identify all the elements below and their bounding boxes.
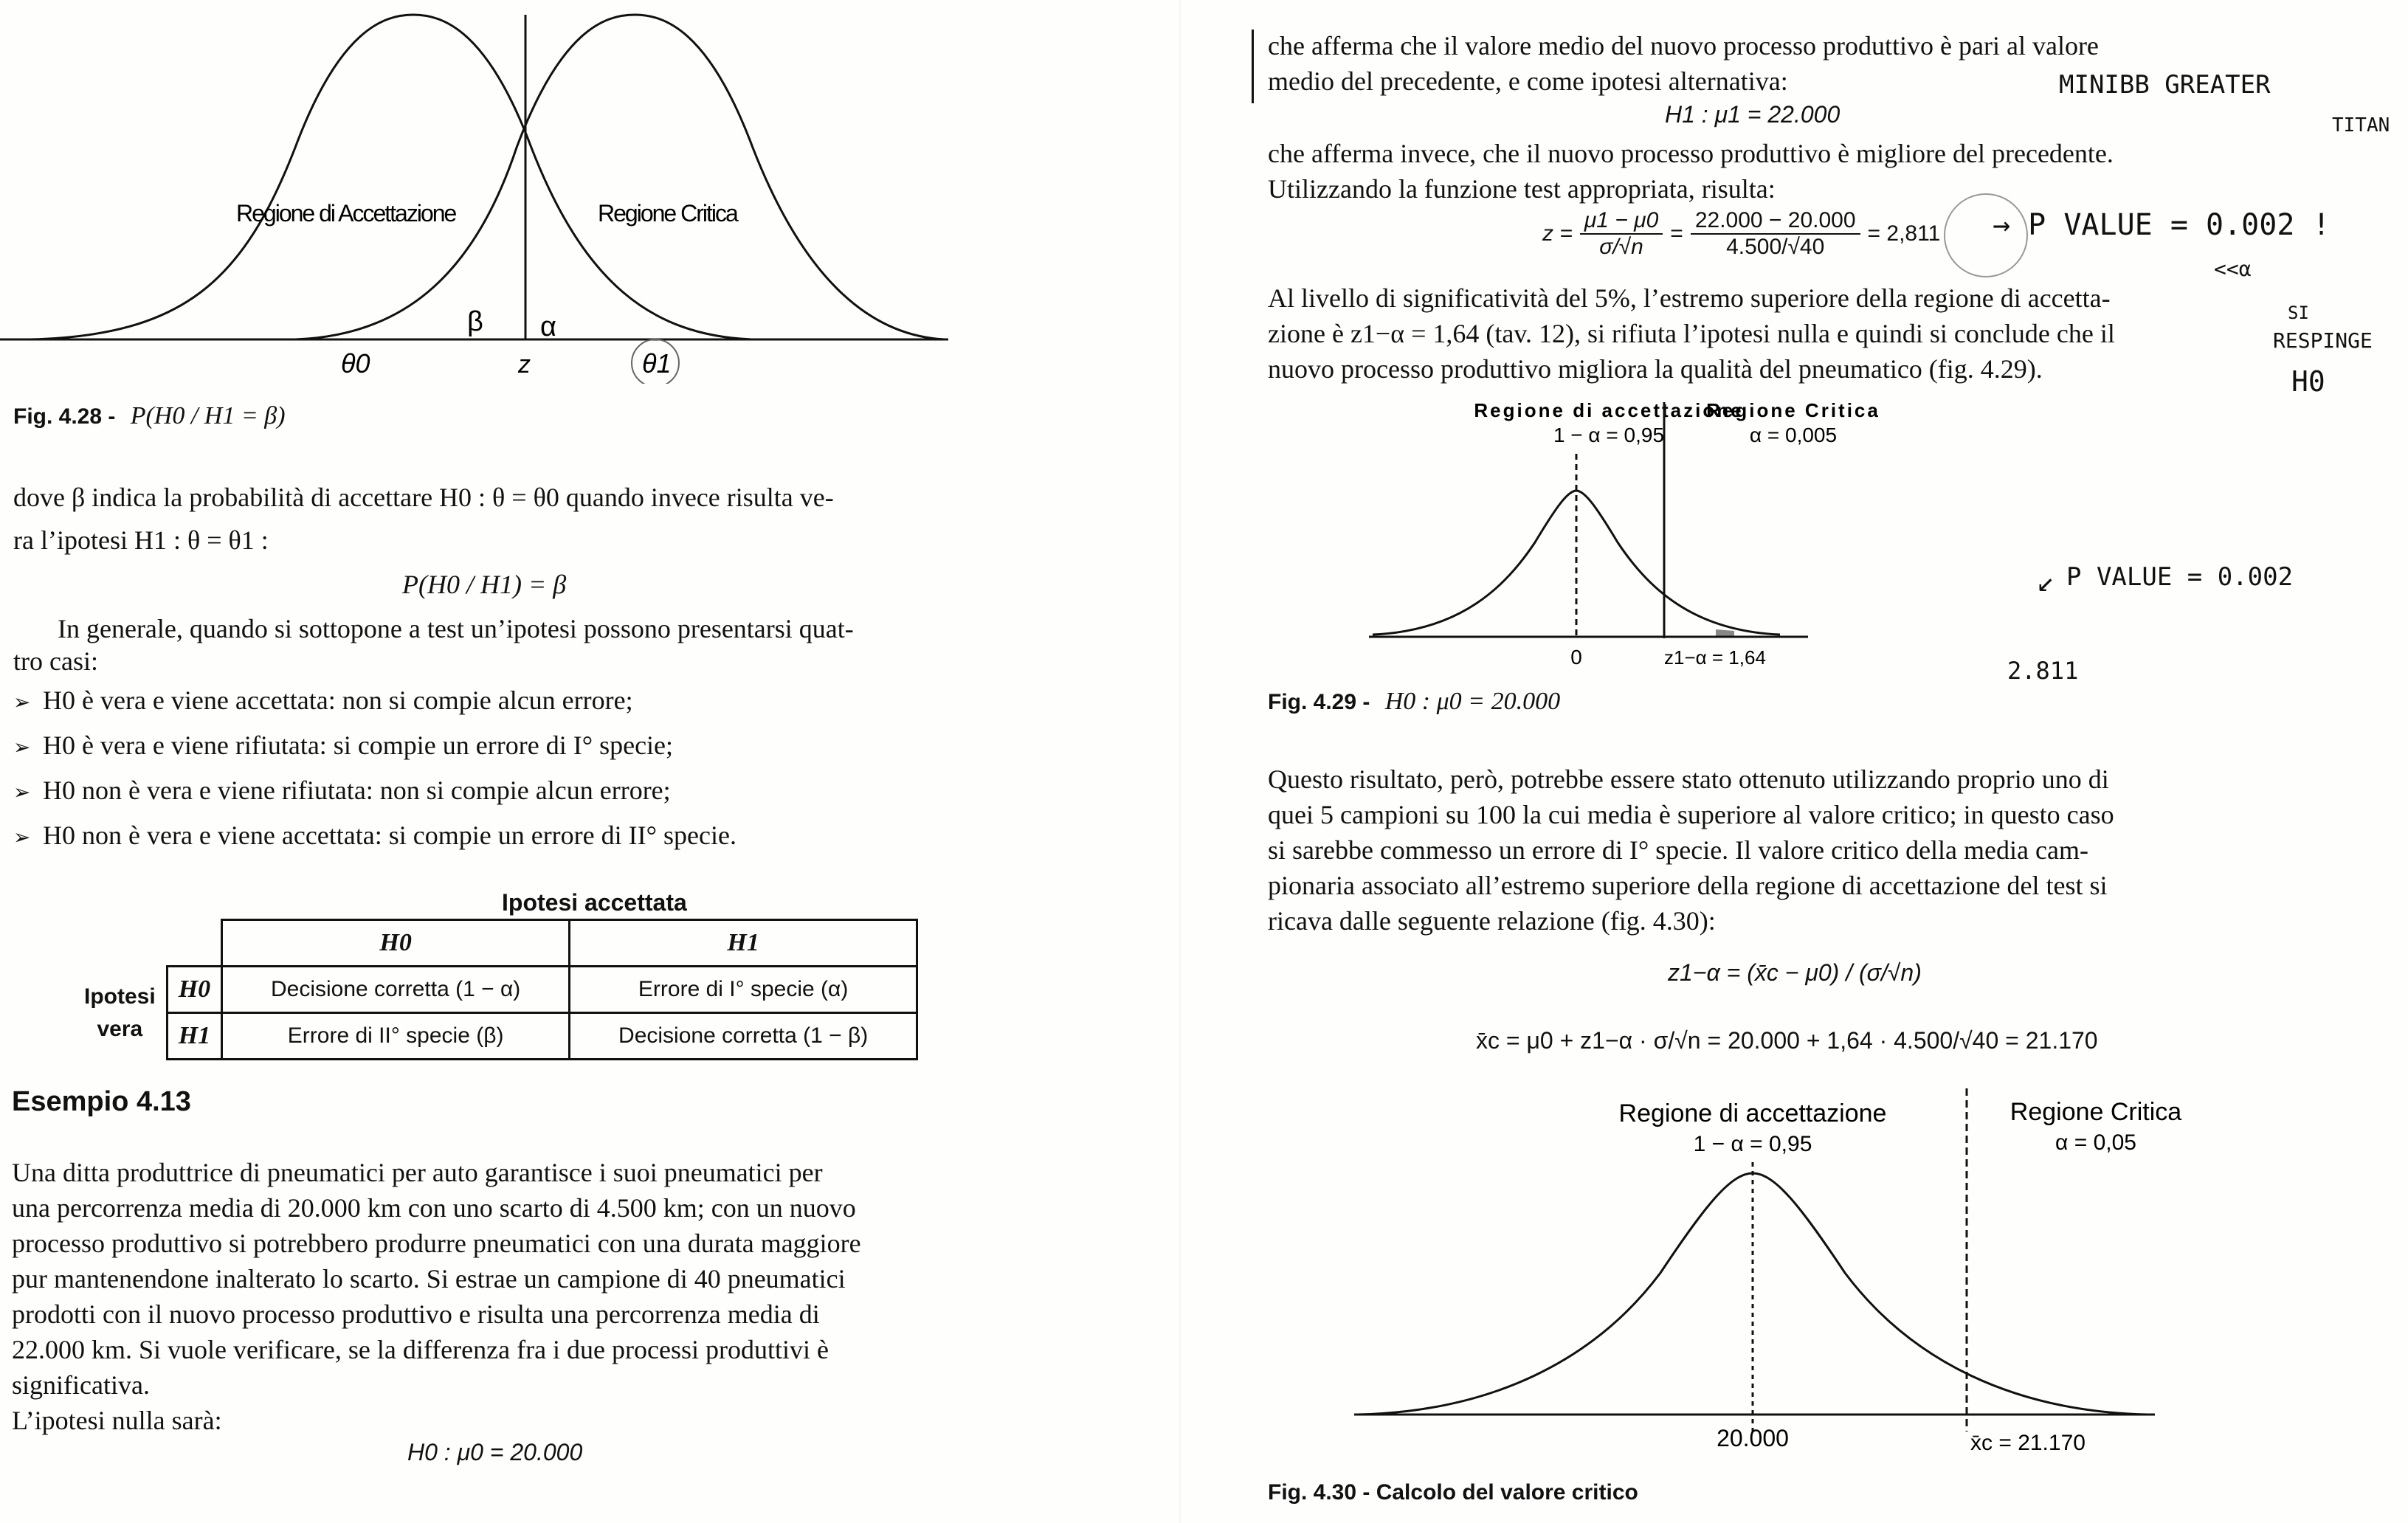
handwritten-pvalue-1: → P VALUE = 0.002 !: [1993, 208, 2331, 242]
h0-distribution-curve: [30, 15, 753, 339]
right-page: [1181, 0, 2408, 1523]
fig429-crit-title: Regione Critica: [1706, 399, 1880, 421]
example-line: Una ditta produttrice di pneumatici per auto garantisce i suoi pneumatici per: [12, 1158, 823, 1187]
handwritten-respinge: RESPINGE: [2273, 328, 2373, 353]
critical-formula-2: x̄c = μ0 + z1−α · σ/√n = 20.000 + 1,64 · 4.500/√40 = 21.170: [1476, 1027, 2098, 1054]
text-line: medio del precedente, e come ipotesi alternativa:: [1268, 66, 1788, 96]
text-line: si sarebbe commesso un errore di I° specie. Il valore critico della media cam-: [1268, 835, 2088, 865]
example-line: L’ipotesi nulla sarà:: [12, 1406, 222, 1435]
margin-mark: [1252, 30, 1254, 103]
col-header-h1: H1: [570, 920, 917, 967]
cell-error-type1: Errore di I° specie (α): [570, 967, 917, 1013]
fig430-crit-sub: α = 0,05: [2055, 1130, 2136, 1155]
text-line: zione è z1−α = 1,64 (tav. 12), si rifiuta l’ipotesi nulla e quindi si conclude che il: [1268, 319, 2115, 348]
critical-formula-1: z1−α = (x̄c − μ0) / (σ/√n): [1668, 959, 1922, 986]
example-text: [12, 1155, 861, 1438]
h0-formula: H0 : μ0 = 20.000: [407, 1439, 583, 1465]
caption-number: Fig. 4.29 -: [1268, 690, 1370, 714]
fig-4-28-caption: [13, 402, 286, 430]
text-line: che afferma invece, che il nuovo processo produttivo è migliore del precedente.: [1268, 139, 2114, 168]
example-line: significativa.: [12, 1370, 150, 1400]
theta1-label: θ1: [642, 348, 672, 379]
arrow-icon: ➢: [13, 690, 31, 714]
cell-correct-1-beta: Decisione corretta (1 − β): [570, 1013, 917, 1060]
table-row: [74, 1013, 917, 1060]
handwritten-h0: H0: [2291, 365, 2325, 398]
case-text: H0 è vera e viene accettata: non si compie alcun errore;: [43, 685, 633, 715]
label-critical-region: Regione Critica: [598, 200, 737, 227]
arrow-icon: ➢: [13, 825, 31, 849]
figure-4-30: [1181, 1081, 2408, 1457]
paragraph-beta-line2: ra l’ipotesi H1 : θ = θ1 :: [13, 525, 269, 555]
handwritten-z-value: 2.811: [2007, 657, 2079, 685]
table-row: [74, 920, 917, 967]
arrow-icon: ➢: [13, 735, 31, 759]
list-item: [13, 679, 736, 724]
z-label: z: [518, 350, 531, 379]
decision-table: [74, 919, 918, 1060]
figure-4-28: [0, 0, 1181, 384]
fig429-accept-sub: 1 − α = 0,95: [1553, 424, 1665, 446]
caption-number: Fig. 4.28 -: [13, 404, 116, 429]
arrow-icon: ➢: [13, 780, 31, 804]
row-label: Ipotesi vera: [84, 984, 156, 1041]
text-line: pionaria associato all’estremo superiore della regione di accettazione del test si: [1268, 871, 2108, 900]
fig429-crit-sub: α = 0,005: [1749, 424, 1838, 446]
fig430-accept-sub: 1 − α = 0,95: [1693, 1132, 1812, 1156]
fig430-tick-crit: x̄c = 21.170: [1970, 1431, 2086, 1455]
paragraph-beta-line1: dove β indica la probabilità di accettare H0 : θ = θ0 quando invece risulta ve-: [13, 483, 834, 512]
cell-correct-1-alpha: Decisione corretta (1 − α): [222, 967, 570, 1013]
text-line: che afferma che il valore medio del nuovo processo produttivo è pari al valore: [1268, 31, 2099, 61]
fig429-tick-zero: 0: [1570, 646, 1582, 669]
handwritten-arrow: ↙: [2037, 564, 2055, 598]
theta0-label: θ0: [341, 348, 370, 379]
row-header-h0: H0: [167, 967, 221, 1013]
list-item: [13, 769, 736, 814]
formula-beta: P(H0 / H1) = β: [402, 570, 567, 599]
example-line: pur mantenendone inalterato lo scarto. Si estrae un campione di 40 pneumatici: [12, 1264, 846, 1294]
caption-equation: P(H0 / H1 = β): [130, 402, 286, 429]
z-test-formula: z = $\frac{\mu 1 - \mu 0}{\sigma/√n}$ = $\frac{22.000 - 20.000}{4.500/√40}$ = 2,811: [1542, 208, 1941, 259]
z-result: = 2,811: [1867, 221, 1941, 246]
list-item: [13, 814, 736, 859]
table-header-top: Ipotesi accettata: [502, 889, 687, 916]
paragraph-cases-line1: In generale, quando si sottopone a test un’ipotesi possono presentarsi quat-: [58, 614, 854, 643]
cases-list: [13, 679, 736, 859]
z-lhs: z =: [1542, 221, 1573, 246]
handwritten-note-1b: TITAN: [2332, 114, 2390, 137]
label-accept-region: Regione di Accettazione: [236, 200, 456, 227]
fraction-numeric: $\frac{22.000 - 20.000}{4.500/√40}$: [1691, 208, 1860, 260]
fraction-symbolic: $\frac{\mu 1 - \mu 0}{\sigma/√n}$: [1580, 208, 1663, 260]
right-text-sig: [1268, 280, 2115, 387]
paragraph-cases-line2: tro casi:: [13, 646, 98, 676]
left-page: [0, 0, 1181, 1523]
fig-4-29-caption: [1268, 688, 1560, 716]
example-line: prodotti con il nuovo processo produttivo e risulta una percorrenza media di: [12, 1299, 820, 1329]
text-line: nuovo processo produttivo migliora la qualità del pneumatico (fig. 4.29).: [1268, 354, 2043, 384]
text-line: quei 5 campioni su 100 la cui media è superiore al valore critico; in questo caso: [1268, 800, 2114, 829]
cell-error-type2: Errore di II° specie (β): [222, 1013, 570, 1060]
fig-4-30-caption: Fig. 4.30 - Calcolo del valore critico: [1268, 1480, 1638, 1505]
figure-4-29: [1181, 395, 2408, 675]
handwritten-less-alpha: <<α: [2214, 257, 2252, 281]
text-line: Questo risultato, però, potrebbe essere stato ottenuto utilizzando proprio uno di: [1268, 764, 2109, 794]
beta-label: β: [467, 306, 483, 337]
text-line: ricava dalle seguente relazione (fig. 4.30):: [1268, 906, 1716, 936]
case-text: H0 è vera e viene rifiutata: si compie un errore di I° specie;: [43, 731, 674, 760]
list-item: [13, 724, 736, 769]
fig429-accept-title: Regione di accettazione: [1474, 399, 1744, 421]
fig430-tick-mean: 20.000: [1717, 1425, 1789, 1451]
h1-formula: H1 : μ1 = 22.000: [1665, 101, 1841, 128]
fig430-accept-title: Regione di accettazione: [1618, 1099, 1887, 1127]
fig430-crit-title: Regione Critica: [2009, 1098, 2182, 1126]
right-text-after: [1268, 762, 2114, 939]
col-header-h0: H0: [222, 920, 570, 967]
text-line: Utilizzando la funzione test appropriata, risulta:: [1268, 174, 1776, 204]
example-line: 22.000 km. Si vuole verificare, se la differenza fra i due processi produttivi è: [12, 1335, 829, 1364]
example-line: una percorrenza media di 20.000 km con uno scarto di 4.500 km; con un nuovo: [12, 1193, 856, 1223]
table-row: [74, 967, 917, 1013]
fig429-tick-z: z1−α = 1,64: [1664, 646, 1766, 669]
alpha-label: α: [540, 311, 556, 342]
handwritten-pvalue-2: P VALUE = 0.002: [2066, 562, 2294, 592]
example-title: Esempio 4.13: [12, 1086, 191, 1117]
handwritten-si: SI: [2288, 303, 2309, 323]
caption-equation: H0 : μ0 = 20.000: [1384, 688, 1561, 715]
example-line: processo produttivo si potrebbero produrre pneumatici con una durata maggiore: [12, 1229, 861, 1258]
case-text: H0 non è vera e viene accettata: si compie un errore di II° specie.: [43, 821, 736, 850]
right-text-top: [1268, 28, 2099, 99]
handwritten-note-1: MINIBB GREATER: [2059, 70, 2271, 100]
text-line: Al livello di significatività del 5%, l’estremo superiore della regione di accetta-: [1268, 283, 2111, 313]
case-text: H0 non è vera e viene rifiutata: non si compie alcun errore;: [43, 776, 671, 805]
row-header-h1: H1: [167, 1013, 221, 1060]
